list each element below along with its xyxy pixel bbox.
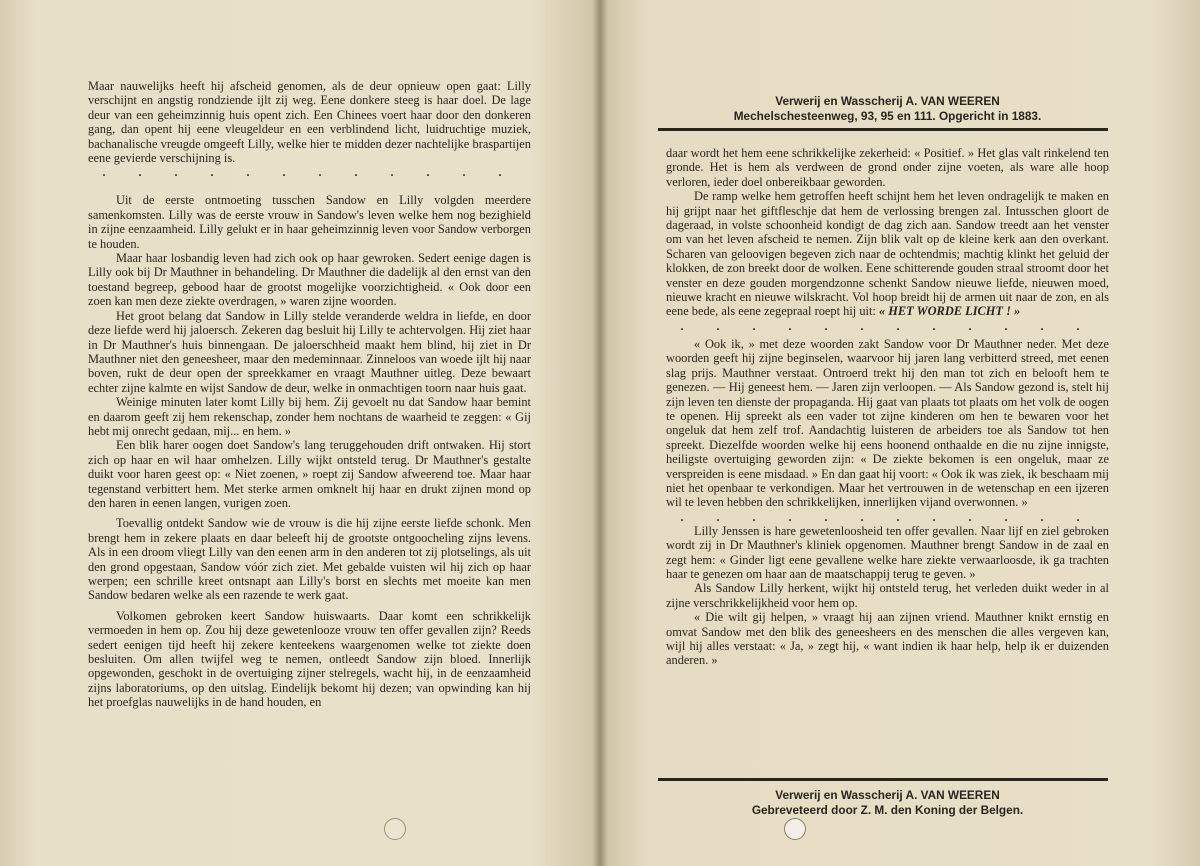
header-line-1: Verwerij en Wasscherij A. VAN WEEREN [775,94,1000,108]
section-dots: . . . . . . . . . . . . [102,165,517,180]
paragraph: Weinige minuten later komt Lilly bij hem. Zij gevoelt nu dat Sandow haar bemint en daarom geeft zij hem rekenschap, zonder hem nochtans de waarheid te zeggen: « Gij hebt mij onrecht gedaan, mij... en hem. » [88,395,531,438]
paragraph: daar wordt het hem eene schrikkelijke zekerheid: « Positief. » Het glas valt rinkelend ten gronde. Het is hem als verdween de grond onder zijne voeten, als ware alle hoop verloren, ieder doel onbereikbaar geworden. [666,146,1109,189]
right-page [600,0,1200,866]
paragraph: « Ook ik, » met deze woorden zakt Sandow voor Dr Mauthner neder. Met deze woorden geeft hij zijne beginselen, waarvoor hij jaren lang verbitterd streed, met eenen slag prijs. Mauthner verstaat. Ontroerd trekt hij den man tot zich en belooft hem te genezen. — Hij geneest hem. — Jaren zijn verloopen. — Als Sandow gezond is, stelt hij zijn leven ten dienste der propaganda. Hij gaat van plaats tot plaats om het volk de oogen te openen. Hij spreekt als een vader tot zijne kinderen om hen te bewaren voor het ongeluk dat hem zelf trof. Aandachtig luisteren de arbeiders toe als Sandow tot hen spreekt. Diezelfde woorden welke hij eens hoonend onthaalde en die nu zijne innigste, heiligste overtuiging geworden zijn: « De ziekte bekomen is een ongeluk, maar ze verspreiden is eene misdaad. » En dan gaat hij voort: « Ook ik was ziek, ik beschaam mij niet het openbaar te verkondigen. Maar het vertrouwen in de wetenschap en een ijzeren wil te leven hebben den schrikkelijken, innerlijken vijand overwonnen. » [666,336,1109,510]
paragraph [666,189,1109,319]
footer-line-1: Verwerij en Wasscherij A. VAN WEEREN [775,788,1000,802]
paragraph: Een blik harer oogen doet Sandow's lang teruggehouden drift ontwaken. Hij stort zich op haar en wil haar omhelzen. Lilly wijkt ontsteld terug. Dr Mauthner's gestalte duikt voor haren geest op: « Niet zoenen, » roept zij Sandow afweerend toe. Maar haar tegenstand verbittert hem. Met sterke armen omknelt hij haar en drukt zijnen mond op den haren in eenen langen, vurigen zoen. [88,438,531,510]
right-text-column [666,146,1109,668]
footer-rule [658,778,1108,781]
advertisement-footer [666,788,1109,818]
punch-hole [384,818,406,840]
paragraph: Maar nauwelijks heeft hij afscheid genomen, als de deur opnieuw open gaat: Lilly verschijnt en angstig rondziende ijlt zij weg. Eene donkere steeg is haar doel. De lage deur van een geheimzinnig huis opent zich. Een Chinees voert haar door den donkeren gang, dan opent hij eene vleugeldeur en een verblindend licht, luidruchtige muziek, bachanalische vreugde omgeeft Lilly, welke hier te midden dezer nachtelijke braspartijen eene gevierde verschijning is. [88,79,531,166]
advertisement-header [666,94,1109,124]
paragraph: Als Sandow Lilly herkent, wijkt hij ontsteld terug, het verleden duikt weder in al zijne verschrikkelijkheid voor hem op. [666,581,1109,610]
paragraph: Toevallig ontdekt Sandow wie de vrouw is die hij zijne eerste liefde schonk. Men brengt hem in zekere plaats en daar beleeft hij de grootste ontgoocheling zijns levens. Als in een droom vliegt Lilly van den eenen arm in den anderen tot zij plotselings, als uit den grond opgestaan, Sandow vóór zich ziet. Met gebalde vuisten wil hij zich op haar werpen; een schrille kreet ontsnapt aan Lilly's borst en slechts met moeite kan men Sandow bedaren welke als een razende te werk gaat. [88,516,531,603]
paragraph: Lilly Jenssen is hare gewetenloosheid ten offer gevallen. Naar lijf en ziel gebroken wordt zij in Dr Mauthner's kliniek opgenomen. Mauthner brengt Sandow in de zaal en zegt hem: « Ginder ligt eene gevallene welke hare ziekte verwaarloosde, ik ga trachten haar te genezen om haar aan de maatschappij terug te geven. » [666,523,1109,581]
book-gutter [592,0,608,866]
punch-hole [784,818,806,840]
header-line-2: Mechelschesteenweg, 93, 95 en 111. Opgericht in 1883. [733,109,1042,123]
paragraph: Het groot belang dat Sandow in Lilly stelde veranderde weldra in liefde, en door deze liefde werd hij jaloersch. Zekeren dag besluit hij Lilly te achtervolgen. Hij ziet haar in Dr Mauthner's huis binnengaan. De jaloerschheid maakt hem blind, hij ziet in Dr Mauthner niet den geneesheer, maar den medeminnaar. Zinneloos van woede ijlt hij naar boven, rukt de deur open der spreekkamer en vraagt Mauthner uitleg. Deze bewaart echter zijne kalmte en wijst Sandow de deur, welke in onmachtigen toorn naar huis gaat. [88,308,531,395]
paragraph-text: De ramp welke hem getroffen heeft schijnt hem het leven ondragelijk te maken en hij grijpt naar het giftfleschje dat hem de verlossing brengen zal. Intusschen gloort de dageraad, in volste schoonheid kondigt de dag zich aan. Sandow treedt aan het venster om van het leven afscheid te nemen. Zijn blik valt op de kleine kerk aan den overkant. Scharen van geloovigen begeven zich naar de ochtendmis; machtig klinkt het geluid der klokken, de zon breekt door de wolken. Eene schitterende gouden straal stroomt door het venster en deze gouden morgendzonne schenkt Sandow nieuwe liefde, nieuwen moed, nieuwe kracht en nieuwe wilskracht. Vol hoop breidt hij de armen uit naar de zon, en als eene bede, als eene zegepraal roept hij uit: [666,189,1109,319]
left-text-column [88,79,531,710]
section-dots: . . . . . . . . . . . . [680,509,1095,524]
paragraph: Maar haar losbandig leven had zich ook op haar gewroken. Sedert eenige dagen is Lilly ook bij Dr Mauthner in behandeling. Dr Mauthner die dadelijk al den ernst van den toestand begreep, gebood haar de grootst mogelijke voorzichtigheid. « Ook door een zoen kan men deze ziekte overdragen, » waren zijne woorden. [88,251,531,309]
footer-line-2: Gebreveteerd door Z. M. den Koning der Belgen. [751,803,1024,817]
header-rule [658,128,1108,131]
paragraph: « Die wilt gij helpen, » vraagt hij aan zijnen vriend. Mauthner knikt ernstig en omvat Sandow met den blik des geneesheers en des menschen die alles vergeven kan, wijl hij alles verstaat: « Ja, » zegt hij, « want indien ik haar help, help ik er duizenden anderen. » [666,610,1109,668]
section-dots: . . . . . . . . . . . . [680,318,1095,333]
exclamation: « HET WORDE LICHT ! » [878,304,1021,319]
paragraph: Uit de eerste ontmoeting tusschen Sandow en Lilly volgden meerdere samenkomsten. Lilly was de eerste vrouw in Sandow's leven welke hem nog bezighield in zijne eenzaamheid. Lilly gelukt er in haar geheimzinnig leven voor Sandow verborgen te houden. [88,193,531,251]
paragraph: Volkomen gebroken keert Sandow huiswaarts. Daar komt een schrikkelijk vermoeden in hem op. Zou hij deze gewetenlooze vrouw ten offer gevallen zijn? Reeds sedert eenigen tijd heeft hij zekere kenteekens waargenomen welke tot ziekte doen besluiten. Om allen twijfel weg te nemen, ontleedt Sandow zijn bloed. Innerlijk opgewonden, geschokt in de overtuiging zijner stelregels, wacht hij, in de eenzaamheid zijns laboratoriums, op den uitslag. Eindelijk bekomt hij dezen; van opwinding kan hij het proefglas nauwelijks in de hand houden, en [88,608,531,710]
